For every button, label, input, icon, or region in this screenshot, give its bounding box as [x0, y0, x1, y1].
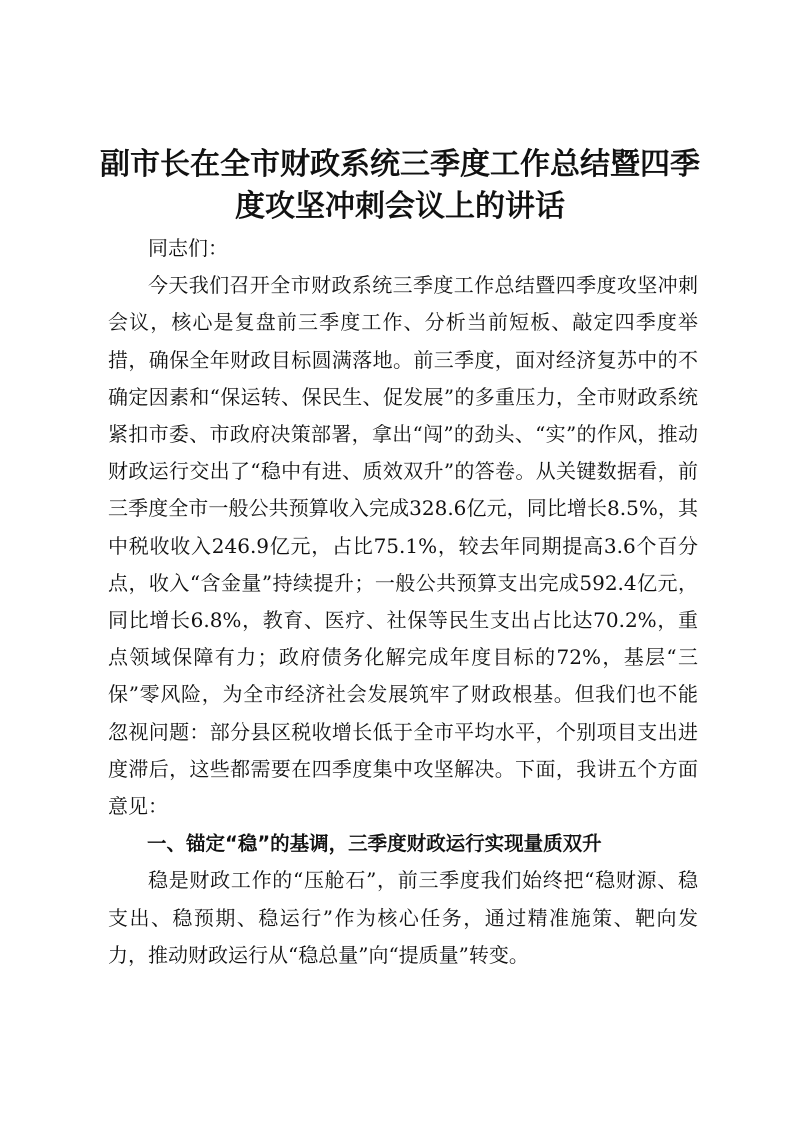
paragraph-section-1: 稳是财政工作的“压舱石”，前三季度我们始终把“稳财源、稳支出、稳预期、稳运行”作为核心任务，通过精准施策、靶向发力，推动财政运行从“稳总量”向“提质量”转变。: [108, 868, 698, 967]
document-body: [108, 230, 698, 974]
document-title-line-1: 副市长在全市财政系统三季度工作总结暨四季: [100, 147, 700, 182]
section-heading-1: 一、锚定“稳”的基调，三季度财政运行实现量质双升: [147, 832, 602, 856]
salutation: 同志们：: [148, 236, 228, 260]
paragraph-opening: 今天我们召开全市财政系统三季度工作总结暨四季度攻坚冲刺会议，核心是复盘前三季度工作、分析当前短板、敲定四季度举措，确保全年财政目标圆满落地。前三季度，面对经济复苏中的不确定因素和“保运转、保民生、促发展”的多重压力，全市财政系统紧扣市委、市政府决策部署，拿出“闯”的劲头、“实”的作风，推动财政运行交出了“稳中有进、质效双升”的答卷。从关键数据看，前三季度全市一般公共预算收入完成328.6亿元，同比增长8.5%，其中税收收入246.9亿元，占比75.1%，较去年同期提高3.6个百分点，收入“含金量”持续提升；一般公共预算支出完成592.4亿元，同比增长6.8%，教育、医疗、社保等民生支出占比达70.2%，重点领域保障有力；政府债务化解完成年度目标的72%，基层“三保”零风险，为全市经济社会发展筑牢了财政根基。但我们也不能忽视问题：部分县区税收增长低于全市平均水平，个别项目支出进度滞后，这些都需要在四季度集中攻坚解决。下面，我讲五个方面意见：: [108, 273, 698, 819]
document-title-line-2: 度攻坚冲刺会议上的讲话: [235, 189, 565, 224]
